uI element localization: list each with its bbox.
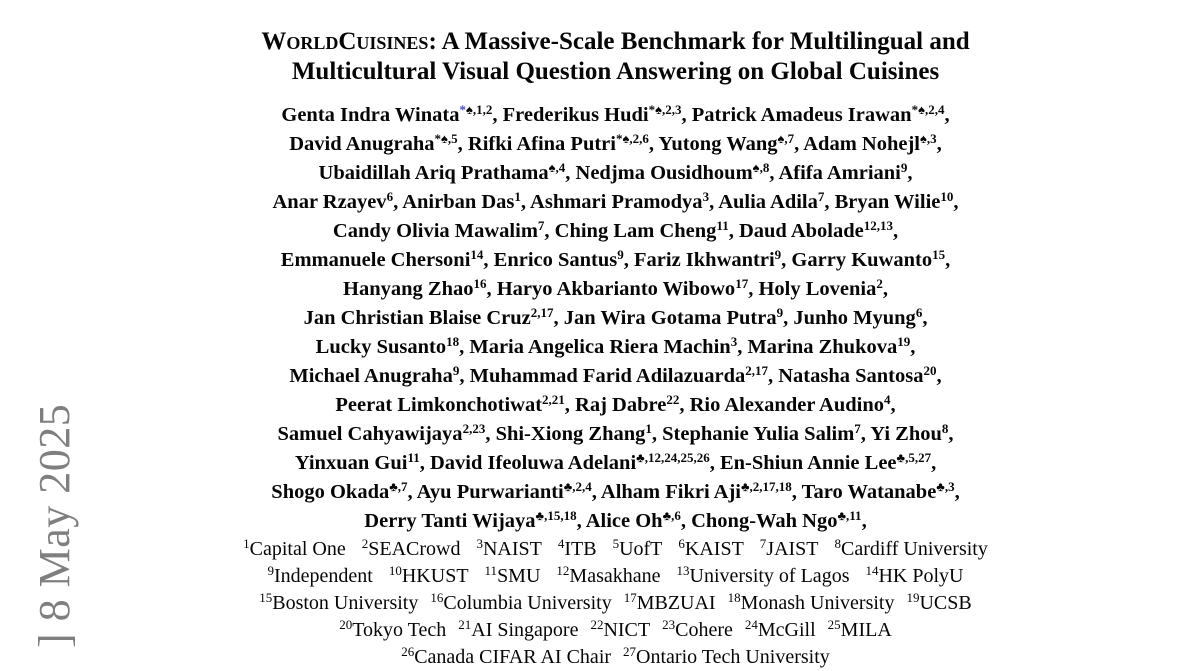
author <box>758 278 882 300</box>
affiliation-superscript: 19 <box>906 590 920 605</box>
affiliation-superscript: 4 <box>557 536 565 551</box>
affiliation-name: McGill <box>757 619 816 641</box>
affiliation <box>623 646 830 668</box>
affiliation-superscript: 3 <box>476 536 483 551</box>
author-name: Bryan Wilie <box>834 191 941 213</box>
author-line: Peerat Limkonchotiwat$^{2,21}$, Raj Dabre$^{22}$, Rio Alexander Audino$^4$, <box>335 392 896 416</box>
affiliation <box>339 619 446 641</box>
author <box>747 336 910 358</box>
author-line: Lucky Susanto$^{18}$, Maria Angelica Riera Machin$^3$, Marina Zhukova$^{19}$, <box>315 334 916 358</box>
author-superscript: 11 <box>407 450 420 465</box>
author-line: Ubaidillah Ariq Prathama$^{♠,4}$, Nedjma Ousidhoum$^{♠,8}$, Afifa Amriani$^9$, <box>318 160 913 184</box>
author-name: Jan Christian Blaise Cruz <box>303 307 531 329</box>
author-superscript: 9 <box>900 160 908 175</box>
author-superscript: 1 <box>645 421 652 436</box>
author-name: Genta Indra Winata <box>281 104 460 126</box>
author-name: Garry Kuwanto <box>791 249 933 271</box>
author <box>793 307 922 329</box>
author <box>575 394 679 416</box>
author-name: Yutong Wang <box>658 133 778 155</box>
author-name: Ching Lam Cheng <box>554 220 717 242</box>
author-line: Jan Christian Blaise Cruz$^{2,17}$, Jan Wira Gotama Putra$^9$, Junho Myung$^6$, <box>303 305 928 329</box>
author <box>503 104 682 126</box>
affiliation-superscript: 23 <box>662 617 676 632</box>
affiliation-name: Columbia University <box>443 592 612 614</box>
affiliation-superscript: 12 <box>556 563 570 578</box>
author-superscript: 14 <box>470 247 484 262</box>
affiliation-superscript: 24 <box>744 617 758 632</box>
author-superscript: ♠,3 <box>919 131 937 146</box>
author-line: Emmanuele Chersoni$^{14}$, Enrico Santus$^9$, Fariz Ikhwantri$^9$, Garry Kuwanto$^{15}$, <box>280 247 951 271</box>
author <box>778 365 936 387</box>
affiliation-superscript: 27 <box>623 644 637 659</box>
author-name: Aulia Adila <box>718 191 818 213</box>
author-name: Muhammad Farid Adilazuarda <box>469 365 746 387</box>
author-superscript: 2,17 <box>530 305 554 320</box>
paper-title <box>88 27 1143 87</box>
author <box>739 220 893 242</box>
author-superscript: 3 <box>702 189 710 204</box>
affiliation-superscript: 17 <box>623 590 637 605</box>
author-name: Anar Rzayev <box>272 191 387 213</box>
affiliation-superscript: 9 <box>267 563 274 578</box>
affiliation-line <box>88 644 1143 671</box>
author-superscript: 15 <box>932 247 946 262</box>
author-superscript: 18 <box>446 334 460 349</box>
author-name: Michael Anugraha <box>289 365 453 387</box>
author-superscript: 2,23 <box>462 421 486 436</box>
affiliation <box>558 538 597 560</box>
author-superscript: 2,21 <box>542 392 565 407</box>
author-superscript: 6 <box>386 189 394 204</box>
author-name: Taro Watanabe <box>801 481 937 503</box>
author-superscript: ♣,15,18 <box>535 508 577 523</box>
affiliation-name: Tokyo Tech <box>352 619 447 641</box>
author-name: Junho Myung <box>793 307 916 329</box>
author <box>803 133 936 155</box>
author-name: Alham Fikri Aji <box>600 481 741 503</box>
affiliation-name: MILA <box>840 619 892 641</box>
author-superscript: ♠,8 <box>752 160 770 175</box>
author <box>576 162 770 184</box>
title-smallcaps: WorldCuisines <box>261 28 429 55</box>
affiliation-line <box>88 563 1143 590</box>
author-superscript: ♣,5,27 <box>896 450 932 465</box>
affiliation-name: HKUST <box>401 565 469 587</box>
author-name: Haryo Akbarianto Wibowo <box>496 278 736 300</box>
author <box>601 481 792 503</box>
author-name: Enrico Santus <box>493 249 618 271</box>
affiliation <box>243 538 346 560</box>
author-name: Daud Abolade <box>738 220 864 242</box>
affiliation <box>362 538 461 560</box>
affiliation-line <box>88 617 1143 644</box>
author <box>281 249 484 271</box>
author-superscript: 4 <box>884 392 891 407</box>
affiliation <box>728 592 895 614</box>
author-superscript: 16 <box>473 276 487 291</box>
author-name: Raj Dabre <box>575 394 667 416</box>
author-name: Emmanuele Chersoni <box>280 249 471 271</box>
author-name: Maria Angelica Riera Machin <box>469 336 731 358</box>
author <box>316 336 459 358</box>
author <box>870 423 948 445</box>
affiliation <box>476 538 541 560</box>
author-superscript: 22 <box>666 392 680 407</box>
author-line: Yinxuan Gui$^{11}$, David Ifeoluwa Adelani$^{♣,12,24,25,26}$, En-Shiun Annie Lee$^{♣,5,27}$, <box>294 450 937 474</box>
affiliation-name: Canada CIFAR AI Chair <box>414 646 612 668</box>
affiliation <box>865 565 963 587</box>
paper-content <box>88 27 1143 671</box>
author-superscript: 17 <box>735 276 749 291</box>
affiliation-name: Capital One <box>249 538 346 560</box>
affiliation-name: JAIST <box>766 538 819 560</box>
affiliation-name: UCSB <box>919 592 972 614</box>
author-superscript: 10 <box>940 189 954 204</box>
affiliation-superscript: 1 <box>243 536 250 551</box>
author-name: Natasha Santosa <box>778 365 924 387</box>
author <box>530 191 709 213</box>
author-superscript: *♠,2,4 <box>911 102 945 117</box>
affiliation-superscript: 26 <box>401 644 415 659</box>
author <box>720 452 931 474</box>
author <box>778 162 907 184</box>
author-name: Lucky Susanto <box>315 336 447 358</box>
author-name: Ayu Purwarianti <box>416 481 564 503</box>
author-superscript: 7 <box>854 421 861 436</box>
author-name: David Anugraha <box>289 133 435 155</box>
affiliation-superscript: 20 <box>339 617 353 632</box>
author-superscript: ♣,2,4 <box>563 479 592 494</box>
author-name: Rio Alexander Audino <box>689 394 884 416</box>
affiliation-name: ITB <box>564 538 597 560</box>
author-superscript: 9 <box>776 305 784 320</box>
author-line: Michael Anugraha$^9$, Muhammad Farid Adilazuarda$^{2,17}$, Natasha Santosa$^{20}$, <box>289 363 942 387</box>
author <box>718 191 824 213</box>
affiliation-name: UofT <box>619 538 663 560</box>
title-line1-rest: : A Massive-Scale Benchmark for Multilingual and <box>428 28 970 55</box>
affiliation-superscript: 2 <box>361 536 369 551</box>
author-superscript: ♠,7 <box>777 131 795 146</box>
affiliation-superscript: 13 <box>676 563 690 578</box>
author-superscript: 19 <box>897 334 911 349</box>
author-name: Chong-Wah Ngo <box>691 510 838 532</box>
author <box>402 191 521 213</box>
affiliation <box>458 619 578 641</box>
affiliation <box>760 538 819 560</box>
author-name: Frederikus Hudi <box>502 104 649 126</box>
author-name: Yi Zhou <box>870 423 942 445</box>
author <box>271 481 407 503</box>
author-superscript: 2 <box>876 276 883 291</box>
author-line: Samuel Cahyawijaya$^{2,23}$, Shi-Xiong Zhang$^1$, Stephanie Yulia Salim$^7$, Yi Zhou$^8$, <box>277 421 954 445</box>
author-line: Hanyang Zhao$^{16}$, Haryo Akbarianto Wibowo$^{17}$, Holy Lovenia$^2$, <box>343 276 888 300</box>
author <box>430 452 710 474</box>
affiliation-name: AI Singapore <box>471 619 579 641</box>
author <box>691 510 861 532</box>
affiliation <box>906 592 971 614</box>
author <box>289 365 459 387</box>
author <box>343 278 486 300</box>
author-name: Nedjma Ousidhoum <box>575 162 753 184</box>
affiliation-name: SMU <box>497 565 541 587</box>
author-superscript: *♠,2,6 <box>615 131 649 146</box>
arxiv-date-watermark: ] 8 May 2025 <box>30 403 79 648</box>
author-superscript: 9 <box>774 247 782 262</box>
author-name: Peerat Limkonchotiwat <box>335 394 543 416</box>
author-line: Genta Indra Winata$^{*♠,1,2}$, Frederikus Hudi$^{*♠,2,3}$, Patrick Amadeus Irawan$^{*♠,2,4}$, <box>281 102 950 126</box>
author-name: Derry Tanti Wijaya <box>364 510 536 532</box>
author-name: Hanyang Zhao <box>343 278 474 300</box>
affiliation-name: MBZUAI <box>636 592 716 614</box>
author-line: Shogo Okada$^{♣,7}$, Ayu Purwarianti$^{♣,2,4}$, Alham Fikri Aji$^{♣,2,17,18}$, Taro Watanabe$^{♣,3}$, <box>271 479 960 503</box>
author-superscript: 6 <box>915 305 923 320</box>
affiliation-superscript: 15 <box>259 590 273 605</box>
affiliation-name: Monash University <box>740 592 895 614</box>
author-superscript: ♣,12,24,25,26 <box>636 450 710 465</box>
author-name: Candy Olivia Mawalim <box>332 220 538 242</box>
author <box>802 481 955 503</box>
author-name: Shi-Xiong Zhang <box>495 423 646 445</box>
affiliation-superscript: 7 <box>759 536 767 551</box>
author-name: Shogo Okada <box>271 481 390 503</box>
affiliation-superscript: 10 <box>388 563 402 578</box>
author-superscript: ♠,4 <box>548 160 566 175</box>
author-name: Rifki Afina Putri <box>467 133 616 155</box>
affiliation <box>556 565 660 587</box>
affiliation-superscript: 14 <box>865 563 879 578</box>
author-superscript: 12,13 <box>863 218 893 233</box>
affiliation-name: KAIST <box>684 538 744 560</box>
author <box>497 278 748 300</box>
affiliation-line <box>88 590 1143 617</box>
author-superscript: 9 <box>452 363 460 378</box>
title-line-1 <box>88 27 1143 57</box>
author-superscript: 7 <box>817 189 825 204</box>
affiliation-superscript: 11 <box>484 563 498 578</box>
author-name: Yinxuan Gui <box>294 452 408 474</box>
author-superscript: ♣,2,17,18 <box>741 479 792 494</box>
author-superscript: 20 <box>923 363 937 378</box>
author <box>364 510 576 532</box>
author-name: Anirban Das <box>402 191 515 213</box>
affiliation-superscript: 25 <box>827 617 841 632</box>
author-name: Marina Zhukova <box>747 336 898 358</box>
author <box>658 133 794 155</box>
author <box>586 510 681 532</box>
author-name: Patrick Amadeus Irawan <box>691 104 912 126</box>
author <box>634 249 781 271</box>
author <box>468 133 649 155</box>
affiliation-superscript: 8 <box>834 536 842 551</box>
affiliation-name: University of Lagos <box>689 565 850 587</box>
affiliation-name: Masakhane <box>569 565 661 587</box>
author <box>295 452 420 474</box>
author <box>494 249 624 271</box>
author-superscript: 2,17 <box>745 363 768 378</box>
affiliation <box>678 538 743 560</box>
author-name: En-Shiun Annie Lee <box>719 452 897 474</box>
affiliation-name: NICT <box>603 619 651 641</box>
author <box>333 220 545 242</box>
author <box>470 365 768 387</box>
author-name: Samuel Cahyawijaya <box>277 423 463 445</box>
author-name: Ubaidillah Ariq Prathama <box>318 162 549 184</box>
author <box>289 133 457 155</box>
footnote-star-icon: * <box>459 102 466 117</box>
author-superscript: ♣,6 <box>662 508 681 523</box>
affiliation-superscript: 6 <box>678 536 685 551</box>
author-superscript: 1 <box>514 189 521 204</box>
author <box>304 307 554 329</box>
affiliation <box>624 592 716 614</box>
author-name: Adam Nohejl <box>803 133 920 155</box>
author <box>319 162 566 184</box>
author <box>791 249 945 271</box>
affiliation <box>613 538 663 560</box>
affiliation <box>259 592 418 614</box>
author <box>335 394 564 416</box>
author-name: Stephanie Yulia Salim <box>662 423 855 445</box>
title-line-2: Multicultural Visual Question Answering on Global Cuisines <box>291 58 940 85</box>
affiliation-name: Cardiff University <box>841 538 988 560</box>
author-superscript: ♣,7 <box>389 479 408 494</box>
author <box>692 104 945 126</box>
affiliation-name: Cohere <box>675 619 733 641</box>
affiliation <box>430 592 611 614</box>
author-superscript: 3 <box>730 334 738 349</box>
author <box>496 423 652 445</box>
affiliation-superscript: 21 <box>458 617 472 632</box>
author <box>564 307 783 329</box>
author-superscript: 7 <box>537 218 545 233</box>
affiliation <box>485 565 541 587</box>
author-name: Ashmari Pramodya <box>530 191 703 213</box>
author-line: David Anugraha$^{*♠,5}$, Rifki Afina Putri$^{*♠,2,6}$, Yutong Wang$^{♠,7}$, Adam Nohejl$^{♠,3}$, <box>289 131 942 155</box>
affiliation <box>268 565 373 587</box>
affiliation-name: HK PolyU <box>878 565 964 587</box>
author-name: Fariz Ikhwantri <box>634 249 775 271</box>
affiliation <box>389 565 469 587</box>
author-line: Derry Tanti Wijaya$^{♣,15,18}$, Alice $Oh^{♣,6}$, Chong-Wah Ngo$^{♣,11}$, <box>364 508 867 532</box>
affiliation <box>835 538 988 560</box>
affiliation-name: Boston University <box>272 592 419 614</box>
author-superscript: ♣,11 <box>837 508 862 523</box>
author <box>281 104 492 126</box>
author-line: Candy Olivia Mawalim$^7$, Ching Lam Cheng$^{11}$, Daud Abolade$^{12,13}$, <box>332 218 899 242</box>
affiliation <box>590 619 650 641</box>
affiliation-name: SEACrowd <box>368 538 461 560</box>
affiliation-superscript: 22 <box>590 617 604 632</box>
author-name: Afifa Amriani <box>778 162 901 184</box>
affiliation-superscript: 16 <box>430 590 444 605</box>
author-superscript: 11 <box>716 218 729 233</box>
affiliation <box>677 565 850 587</box>
author <box>273 191 394 213</box>
affiliation-name: Ontario Tech University <box>636 646 830 668</box>
author-name: David Ifeoluwa Adelani <box>429 452 637 474</box>
author-superscript: *♠,1,2 <box>459 102 493 117</box>
author-superscript: 8 <box>941 421 949 436</box>
author-name: Alice Oh <box>585 510 663 532</box>
author <box>690 394 891 416</box>
affiliation-block <box>88 536 1143 671</box>
author <box>662 423 861 445</box>
affiliation <box>662 619 733 641</box>
author <box>835 191 954 213</box>
author-superscript: *♠,2,3 <box>648 102 682 117</box>
author-superscript: *♠,5 <box>434 131 458 146</box>
affiliation-superscript: 5 <box>612 536 620 551</box>
affiliation <box>745 619 816 641</box>
author <box>417 481 592 503</box>
affiliation-line <box>88 536 1143 563</box>
affiliation <box>828 619 892 641</box>
author <box>555 220 729 242</box>
affiliation-superscript: 18 <box>727 590 741 605</box>
author-name: Jan Wira Gotama Putra <box>563 307 777 329</box>
author-block <box>88 101 1143 536</box>
affiliation <box>401 646 611 668</box>
author-superscript: 9 <box>617 247 624 262</box>
author-line: Anar Rzayev$^6$, Anirban Das$^1$, Ashmari Pramodya$^3$, Aulia Adila$^7$, Bryan Wilie$^{10}$, <box>272 189 959 213</box>
affiliation-name: NAIST <box>482 538 542 560</box>
author-name: Holy Lovenia <box>758 278 877 300</box>
author-superscript: ♣,3 <box>936 479 955 494</box>
author <box>469 336 737 358</box>
author <box>277 423 485 445</box>
affiliation-name: Independent <box>274 565 373 587</box>
